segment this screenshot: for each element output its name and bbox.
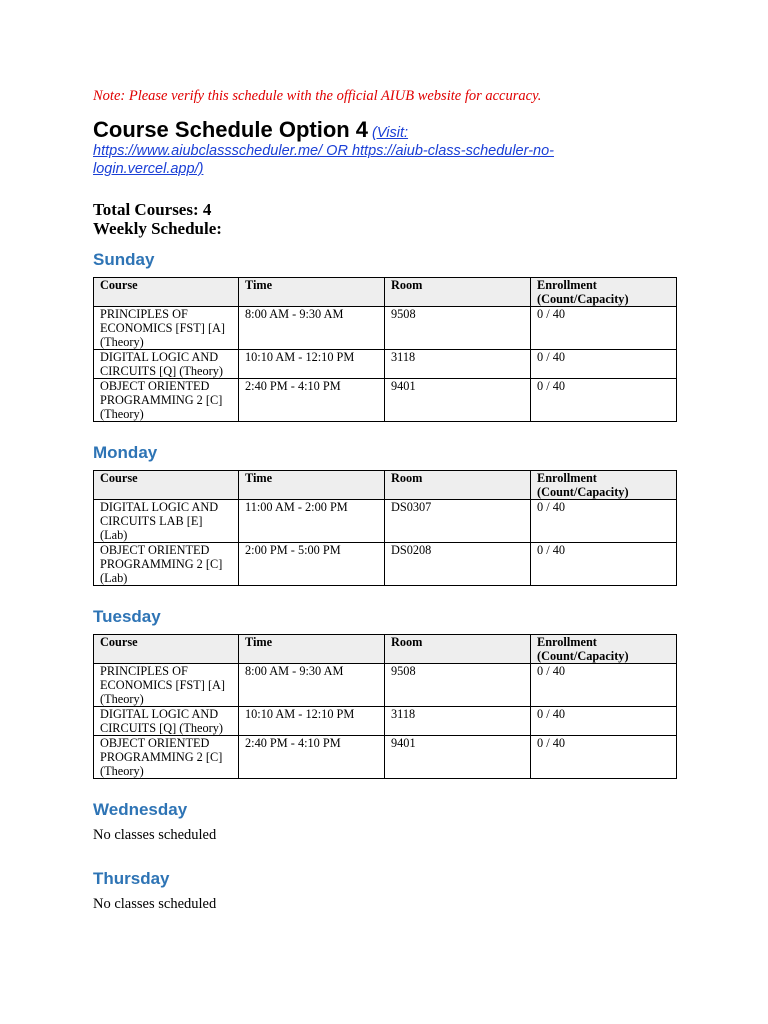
table-row <box>94 307 677 350</box>
column-header: Time <box>239 278 385 307</box>
column-header: Course <box>94 635 239 664</box>
schedule-table-tuesday <box>93 634 677 779</box>
column-header: Room <box>385 471 531 500</box>
column-header: Course <box>94 278 239 307</box>
table-row <box>94 543 677 586</box>
course-cell: DIGITAL LOGIC AND CIRCUITS [Q] (Theory) <box>94 350 239 379</box>
column-header: Time <box>239 635 385 664</box>
room-cell: 9508 <box>385 307 531 350</box>
schedule-table-monday <box>93 470 677 586</box>
enrollment-cell: 0 / 40 <box>531 379 677 422</box>
column-header: Room <box>385 635 531 664</box>
column-header: Time <box>239 471 385 500</box>
time-cell: 8:00 AM - 9:30 AM <box>239 307 385 350</box>
column-header: Course <box>94 471 239 500</box>
room-cell: 3118 <box>385 707 531 736</box>
table-row <box>94 379 677 422</box>
course-cell: PRINCIPLES OF ECONOMICS [FST] [A] (Theory) <box>94 664 239 707</box>
table-row <box>94 736 677 779</box>
no-classes-text: No classes scheduled <box>93 896 217 912</box>
room-cell: 9401 <box>385 379 531 422</box>
visit-link[interactable]: (Visit: https://www.aiubclassscheduler.me/ OR https://aiub-class-scheduler-no-login.vercel.app/) <box>93 125 554 177</box>
day-heading-tuesday: Tuesday <box>93 607 161 626</box>
table-header-row <box>94 635 677 664</box>
room-cell: DS0208 <box>385 543 531 586</box>
room-cell: 9508 <box>385 664 531 707</box>
table-row <box>94 350 677 379</box>
table-header-row <box>94 278 677 307</box>
enrollment-cell: 0 / 40 <box>531 350 677 379</box>
time-cell: 8:00 AM - 9:30 AM <box>239 664 385 707</box>
course-cell: OBJECT ORIENTED PROGRAMMING 2 [C] (Theory) <box>94 379 239 422</box>
enrollment-cell: 0 / 40 <box>531 736 677 779</box>
enrollment-cell: 0 / 40 <box>531 664 677 707</box>
room-cell: 3118 <box>385 350 531 379</box>
time-cell: 2:40 PM - 4:10 PM <box>239 379 385 422</box>
time-cell: 11:00 AM - 2:00 PM <box>239 500 385 543</box>
time-cell: 2:00 PM - 5:00 PM <box>239 543 385 586</box>
schedule-summary <box>93 200 222 238</box>
day-heading-wednesday: Wednesday <box>93 800 188 819</box>
enrollment-cell: 0 / 40 <box>531 707 677 736</box>
schedule-table-sunday <box>93 277 677 422</box>
enrollment-cell: 0 / 40 <box>531 500 677 543</box>
enrollment-cell: 0 / 40 <box>531 307 677 350</box>
time-cell: 10:10 AM - 12:10 PM <box>239 350 385 379</box>
course-cell: DIGITAL LOGIC AND CIRCUITS [Q] (Theory) <box>94 707 239 736</box>
room-cell: DS0307 <box>385 500 531 543</box>
column-header: Room <box>385 278 531 307</box>
table-row <box>94 707 677 736</box>
column-header: Enrollment (Count/Capacity) <box>531 278 677 307</box>
course-cell: OBJECT ORIENTED PROGRAMMING 2 [C] (Lab) <box>94 543 239 586</box>
accuracy-note: Note: Please verify this schedule with the official AIUB website for accuracy. <box>93 88 542 104</box>
weekly-schedule-label: Weekly Schedule: <box>93 219 222 238</box>
room-cell: 9401 <box>385 736 531 779</box>
time-cell: 10:10 AM - 12:10 PM <box>239 707 385 736</box>
column-header: Enrollment (Count/Capacity) <box>531 471 677 500</box>
total-courses: Total Courses: 4 <box>93 200 212 219</box>
table-header-row <box>94 471 677 500</box>
course-cell: OBJECT ORIENTED PROGRAMMING 2 [C] (Theory) <box>94 736 239 779</box>
table-row <box>94 500 677 543</box>
title-block <box>93 117 613 178</box>
course-cell: DIGITAL LOGIC AND CIRCUITS LAB [E] (Lab) <box>94 500 239 543</box>
day-heading-thursday: Thursday <box>93 869 170 888</box>
day-heading-sunday: Sunday <box>93 250 155 269</box>
column-header: Enrollment (Count/Capacity) <box>531 635 677 664</box>
no-classes-text: No classes scheduled <box>93 827 217 843</box>
enrollment-cell: 0 / 40 <box>531 543 677 586</box>
table-row <box>94 664 677 707</box>
time-cell: 2:40 PM - 4:10 PM <box>239 736 385 779</box>
page-title: Course Schedule Option 4 <box>93 117 369 142</box>
course-cell: PRINCIPLES OF ECONOMICS [FST] [A] (Theory) <box>94 307 239 350</box>
day-heading-monday: Monday <box>93 443 158 462</box>
